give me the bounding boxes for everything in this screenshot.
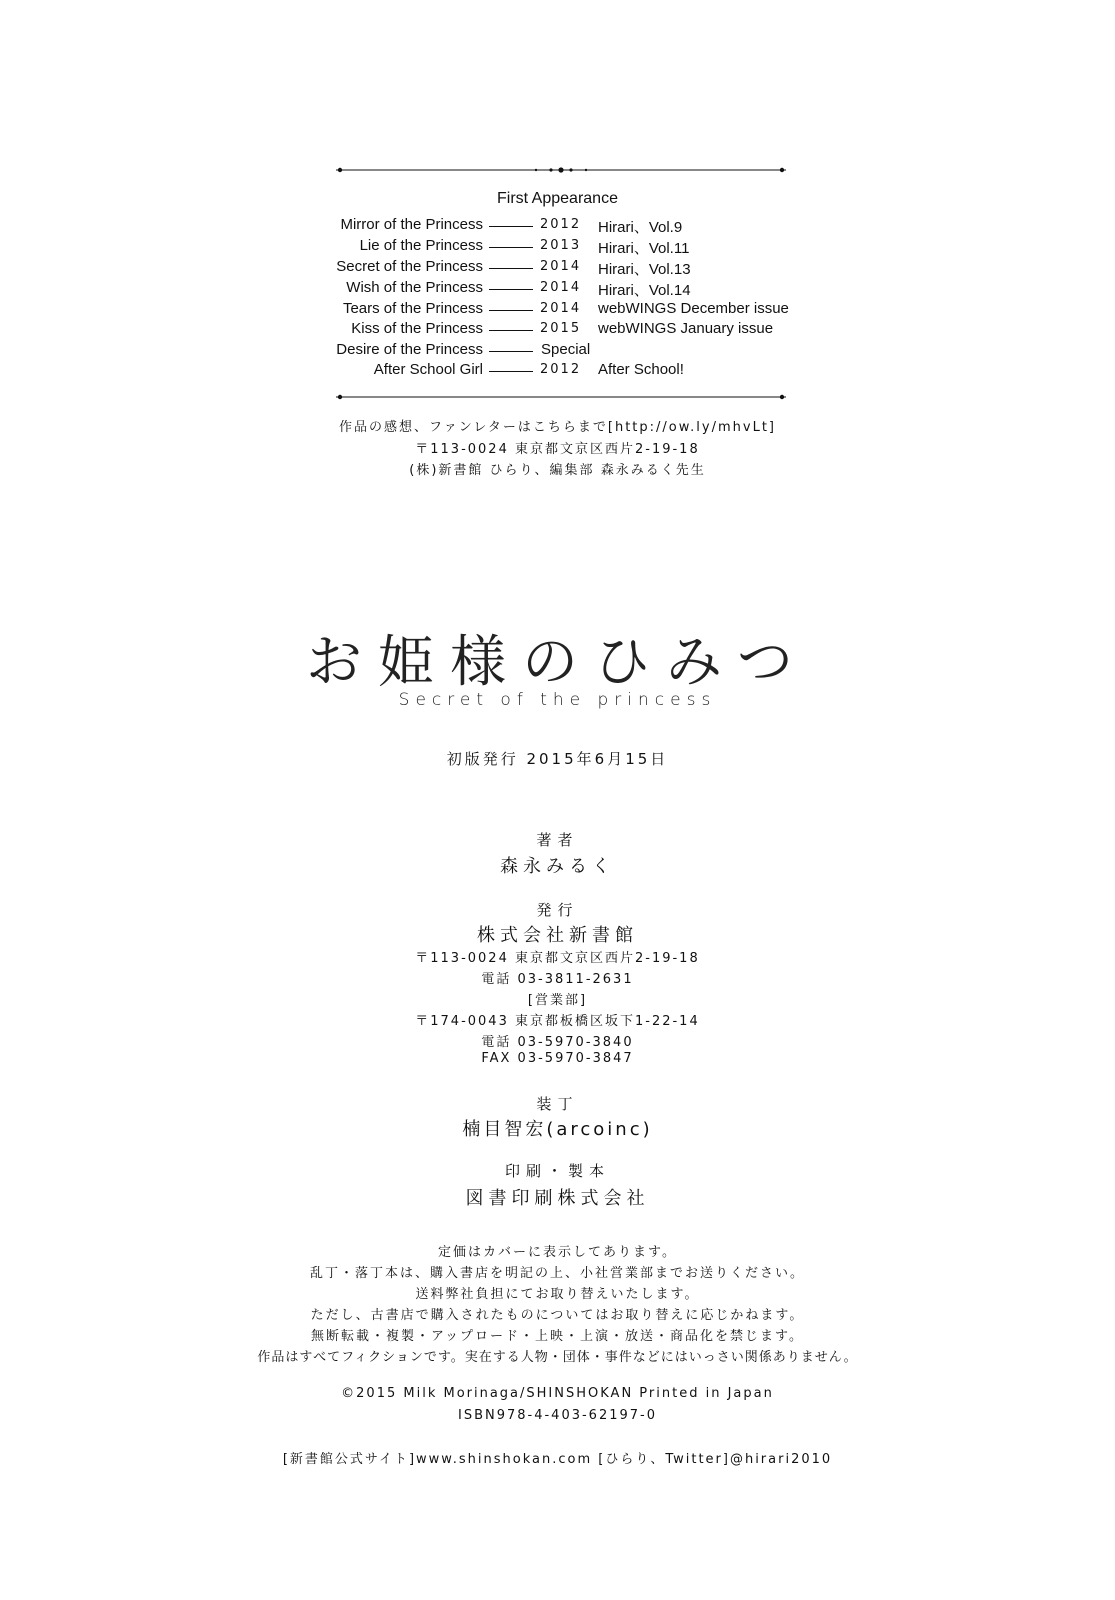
fan-letter-line: 作品の感想、ファンレターはこちらまで[http://ow.ly/mhvLt] xyxy=(338,420,776,435)
work-title: After School Girl xyxy=(373,361,483,378)
author-label: 著者 xyxy=(536,831,579,849)
work-title: Mirror of the Princess xyxy=(340,216,483,233)
notice-line: 定価はカバーに表示してあります。 xyxy=(438,1245,677,1260)
notice-line: ただし、古書店で購入されたものについてはお取り替えに応じかねます。 xyxy=(310,1308,805,1323)
work-year: 2013 xyxy=(540,238,582,253)
publisher-phone: 電話 03-3811-2631 xyxy=(481,972,634,987)
official-links-line: [新書館公式サイト]www.shinshokan.com [ひらり、Twitter]@hirari2010 xyxy=(282,1452,833,1467)
dash-rule xyxy=(489,310,533,311)
dash-rule xyxy=(489,351,533,352)
first-appearance-row xyxy=(0,300,1115,320)
work-magazine: webWINGS December issue xyxy=(598,300,789,317)
work-year: 2015 xyxy=(540,321,582,336)
work-year: 2014 xyxy=(540,280,582,295)
work-magazine: Hirari、Vol.14 xyxy=(598,282,691,299)
dash-rule xyxy=(489,330,533,331)
work-magazine: Hirari、Vol.9 xyxy=(598,219,683,236)
first-appearance-row xyxy=(0,320,1115,340)
sales-phone: 電話 03-5970-3840 xyxy=(481,1035,634,1050)
work-magazine: webWINGS January issue xyxy=(598,320,774,337)
work-title: Kiss of the Princess xyxy=(351,320,483,337)
work-title: Tears of the Princess xyxy=(342,300,483,317)
top-ornament-rule xyxy=(336,165,786,175)
publisher-label: 発行 xyxy=(536,901,579,919)
work-year: 2012 xyxy=(540,217,582,232)
print-label: 印刷・製本 xyxy=(504,1162,610,1180)
first-appearance-title: First Appearance xyxy=(497,190,618,207)
sales-dept-label: [営業部] xyxy=(527,993,588,1008)
work-year: 2014 xyxy=(540,301,582,316)
dash-rule xyxy=(489,268,533,269)
first-appearance-row xyxy=(0,216,1115,236)
first-appearance-row xyxy=(0,258,1115,278)
publisher-name: 株式会社新書館 xyxy=(477,925,638,946)
fan-letter-address: 〒113-0024 東京都文京区西片2-19-18 xyxy=(415,442,700,457)
first-appearance-row xyxy=(0,279,1115,299)
sales-address: 〒174-0043 東京都板橋区坂下1-22-14 xyxy=(415,1014,700,1029)
work-magazine: After School! xyxy=(598,361,684,378)
dash-rule xyxy=(489,371,533,372)
bottom-ornament-rule xyxy=(336,392,786,402)
isbn-line: ISBN978-4-403-62197-0 xyxy=(457,1408,657,1423)
dash-rule xyxy=(489,247,533,248)
dash-rule xyxy=(489,226,533,227)
author-name: 森永みるく xyxy=(500,856,615,877)
printer-name: 図書印刷株式会社 xyxy=(465,1188,650,1209)
first-appearance-row xyxy=(0,237,1115,257)
first-appearance-row xyxy=(0,341,1115,361)
work-year: 2012 xyxy=(540,362,582,377)
work-magazine: Hirari、Vol.11 xyxy=(598,240,690,257)
fan-letter-recipient: (株)新書館 ひらり、編集部 森永みるく先生 xyxy=(409,463,706,478)
first-appearance-row xyxy=(0,361,1115,381)
publisher-address: 〒113-0024 東京都文京区西片2-19-18 xyxy=(415,951,700,966)
work-title: Wish of the Princess xyxy=(346,279,483,296)
first-edition-date: 初版発行 2015年6月15日 xyxy=(446,750,669,768)
notice-line: 乱丁・落丁本は、購入書店を明記の上、小社営業部までお送りください。 xyxy=(309,1266,805,1281)
notice-line: 無断転載・複製・アップロード・上映・上演・放送・商品化を禁じます。 xyxy=(310,1329,805,1344)
work-magazine: Special xyxy=(541,341,591,358)
work-year: 2014 xyxy=(540,259,582,274)
work-title: Desire of the Princess xyxy=(336,341,483,358)
book-title-english: Secret of the princess xyxy=(398,690,717,710)
work-title: Lie of the Princess xyxy=(359,237,483,254)
copyright-line: ©2015 Milk Morinaga/SHINSHOKAN Printed in Japan xyxy=(341,1386,774,1401)
book-title-japanese: お姫様のひみつ xyxy=(306,630,809,695)
design-label: 装丁 xyxy=(536,1095,579,1113)
sales-fax: FAX 03-5970-3847 xyxy=(481,1051,634,1066)
notice-line: 作品はすべてフィクションです。実在する人物・団体・事件などにはいっさい関係ありません。 xyxy=(257,1350,858,1365)
notice-line: 送料弊社負担にてお取り替えいたします。 xyxy=(415,1287,700,1302)
designer-name: 楠目智宏(arcoinc) xyxy=(462,1119,653,1140)
work-magazine: Hirari、Vol.13 xyxy=(598,261,691,278)
work-title: Secret of the Princess xyxy=(336,258,483,275)
dash-rule xyxy=(489,289,533,290)
